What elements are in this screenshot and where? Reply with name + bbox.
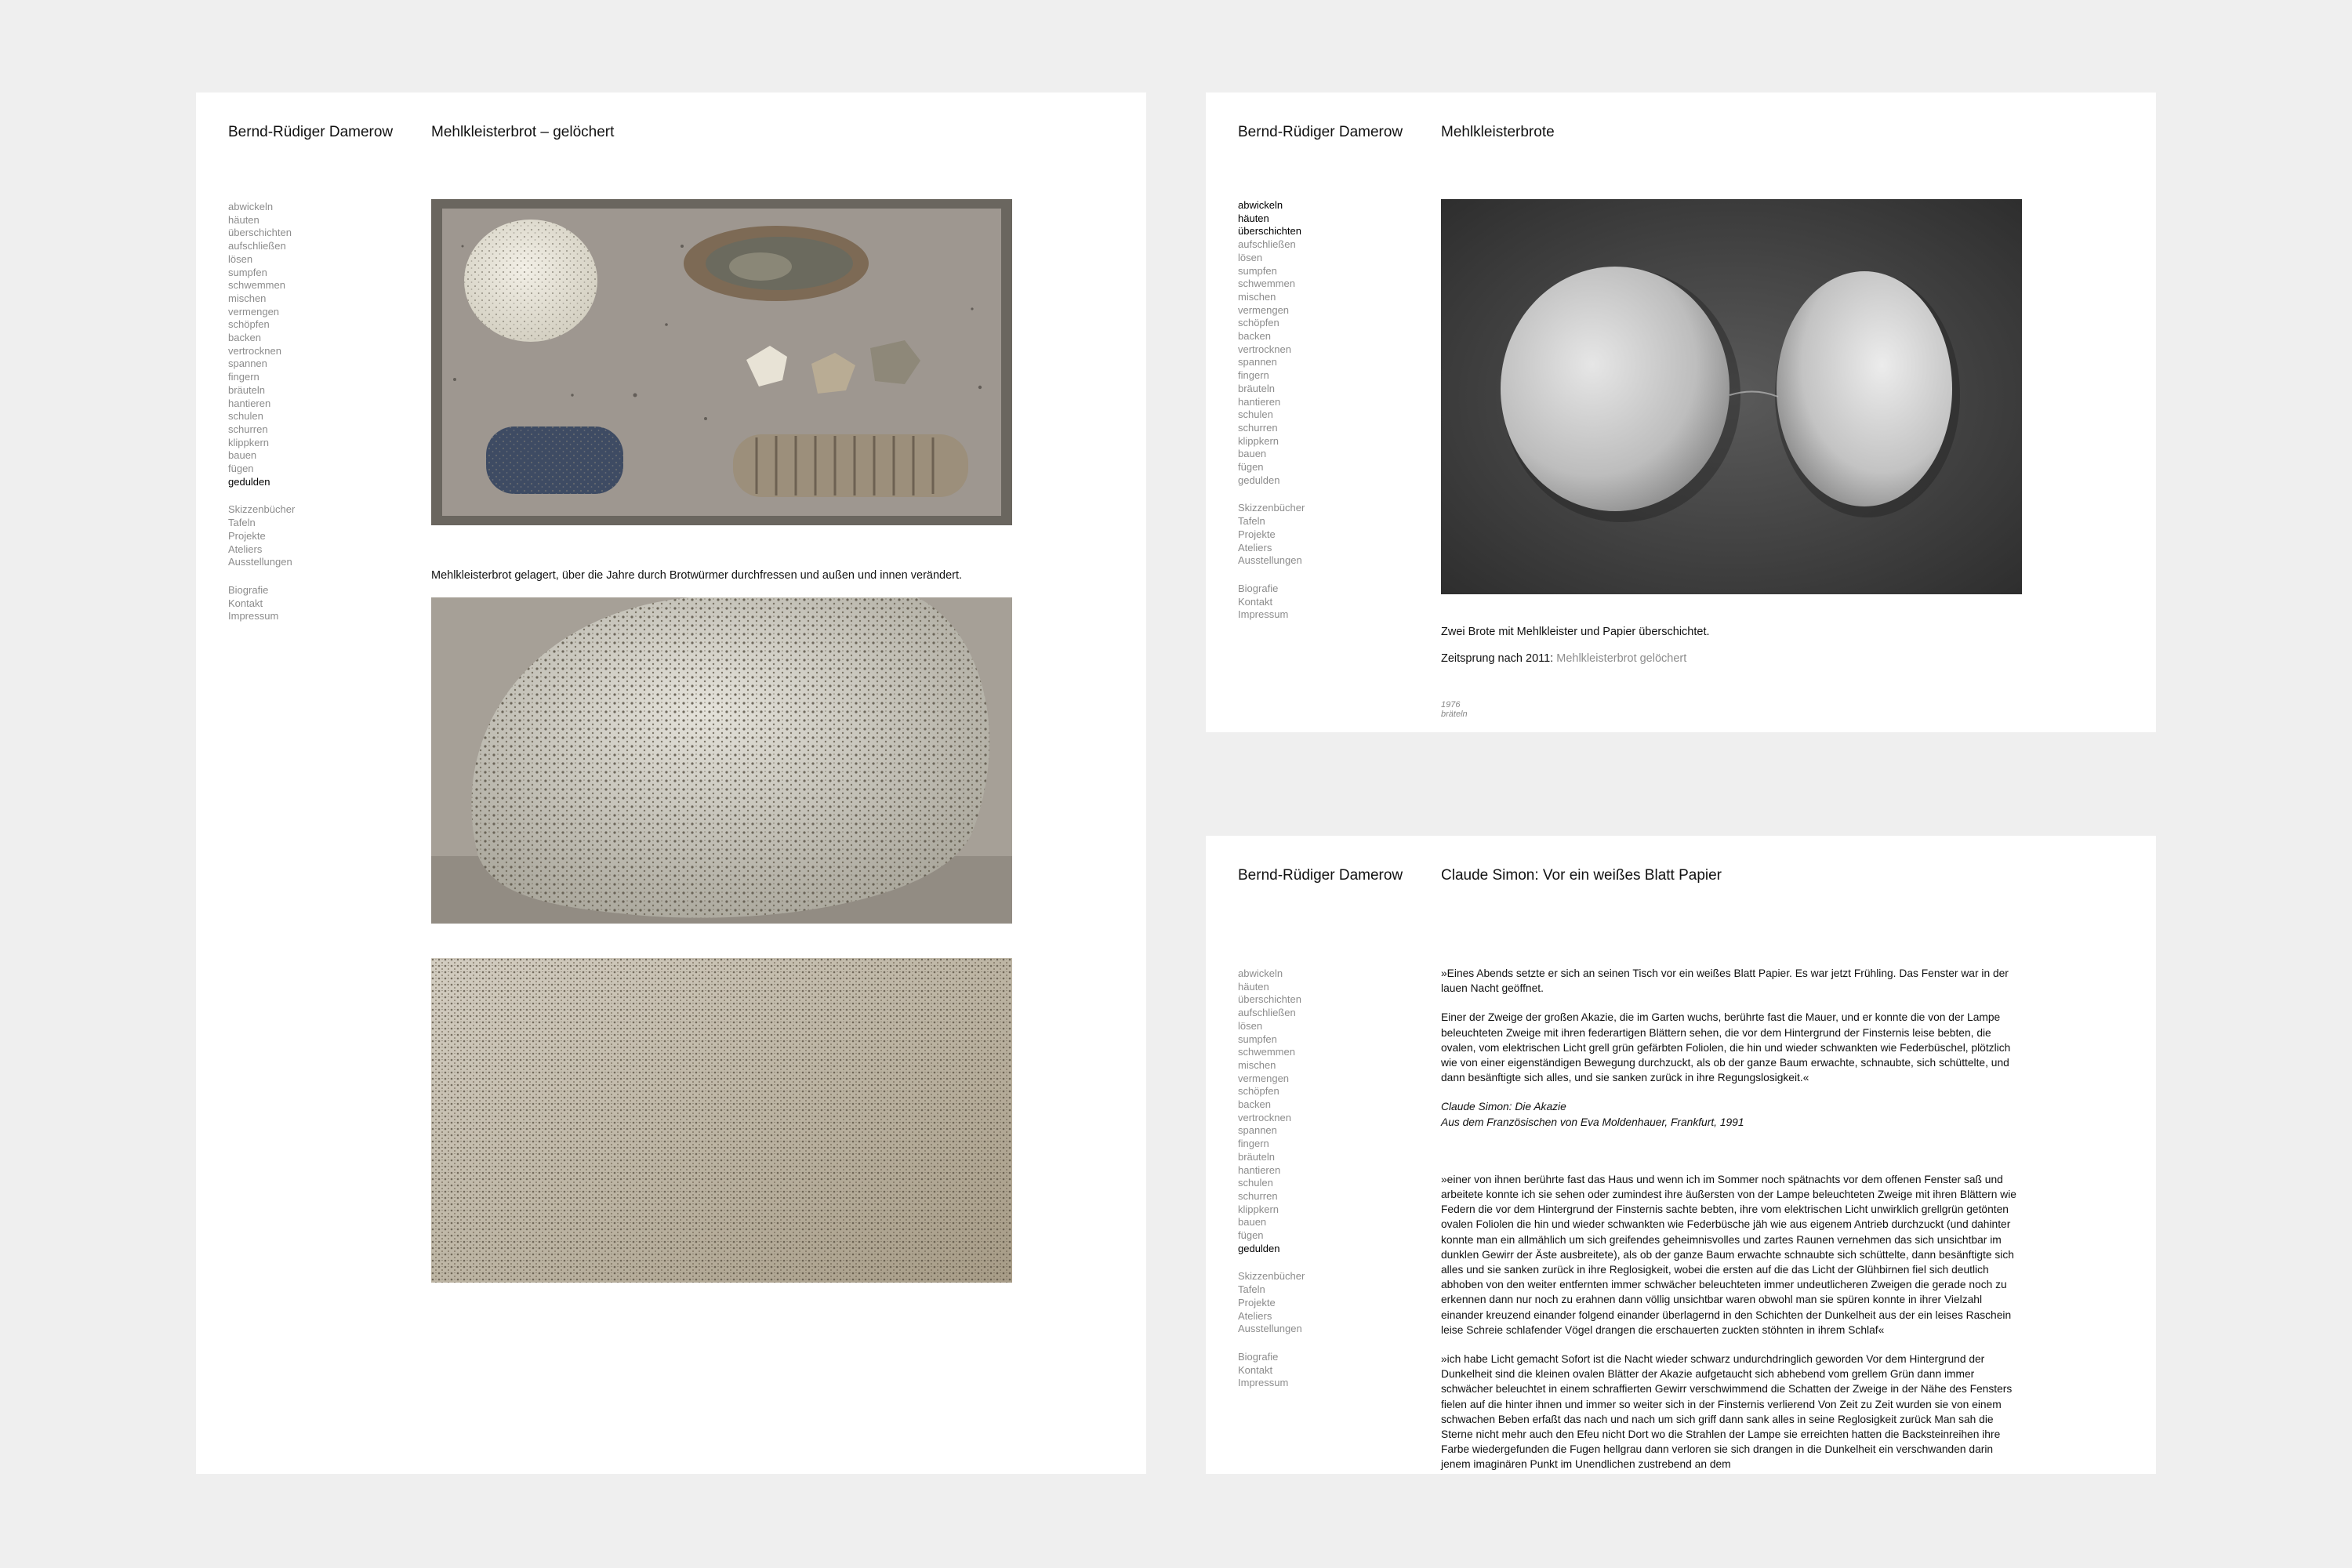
- nav-item-loesen[interactable]: lösen: [1238, 1019, 1263, 1032]
- nav-item-abwickeln[interactable]: abwickeln: [1238, 199, 1283, 211]
- photo-surface-texture[interactable]: [431, 958, 1012, 1283]
- nav-item-schulen[interactable]: schulen: [1238, 408, 1273, 421]
- nav-item-tafeln[interactable]: Tafeln: [1238, 1283, 1265, 1296]
- nav-item-kontakt[interactable]: Kontakt: [1238, 595, 1273, 608]
- nav-item-loesen[interactable]: lösen: [1238, 251, 1263, 263]
- nav-item-mischen[interactable]: mischen: [228, 292, 267, 304]
- nav-item-fingern[interactable]: fingern: [1238, 1138, 1269, 1150]
- site-nav: [1238, 967, 1305, 1390]
- nav-item-haeuten[interactable]: häuten: [1238, 212, 1269, 224]
- nav-item-biografie[interactable]: Biografie: [1238, 1350, 1279, 1363]
- nav-item-haeuten[interactable]: häuten: [1238, 980, 1269, 993]
- nav-item-mischen[interactable]: mischen: [1238, 1058, 1276, 1071]
- nav-item-vermengen[interactable]: vermengen: [1238, 1072, 1290, 1084]
- nav-item-spannen[interactable]: spannen: [1238, 356, 1277, 368]
- nav-item-schurren[interactable]: schurren: [1238, 421, 1278, 434]
- site-name[interactable]: Bernd-Rüdiger Damerow: [1238, 124, 1403, 140]
- nav-item-ueberschichten[interactable]: überschichten: [1238, 225, 1301, 238]
- nav-item-biografie[interactable]: Biografie: [1238, 582, 1279, 594]
- nav-item-impressum[interactable]: Impressum: [1238, 1377, 1289, 1389]
- nav-item-aufschliessen[interactable]: aufschließen: [1238, 1007, 1296, 1019]
- nav-item-schoepfen[interactable]: schöpfen: [1238, 1085, 1279, 1098]
- quote-attribution: [1441, 1099, 2021, 1129]
- nav-item-skizzenbuecher[interactable]: Skizzenbücher: [1238, 502, 1305, 514]
- nav-item-vermengen[interactable]: vermengen: [1238, 303, 1290, 316]
- nav-item-skizzenbuecher[interactable]: Skizzenbücher: [1238, 1270, 1305, 1283]
- nav-item-ueberschichten[interactable]: überschichten: [228, 227, 292, 239]
- site-name[interactable]: Bernd-Rüdiger Damerow: [228, 124, 394, 140]
- nav-item-hantieren[interactable]: hantieren: [228, 397, 271, 409]
- nav-item-vermengen[interactable]: vermengen: [228, 305, 280, 318]
- nav-item-spannen[interactable]: spannen: [228, 358, 267, 370]
- nav-item-projekte[interactable]: Projekte: [228, 529, 266, 542]
- work-meta: [1441, 700, 1468, 719]
- nav-item-schurren[interactable]: schurren: [1238, 1189, 1278, 1202]
- nav-item-schulen[interactable]: schulen: [228, 410, 263, 423]
- nav-item-aufschliessen[interactable]: aufschließen: [228, 240, 286, 252]
- nav-item-projekte[interactable]: Projekte: [1238, 1296, 1276, 1308]
- page-mehlkleisterbrot-geloechert: [196, 93, 1146, 1474]
- site-nav: [1238, 199, 1305, 622]
- nav-item-klippkern[interactable]: klippkern: [1238, 1203, 1279, 1215]
- photo-two-breads[interactable]: [1441, 199, 2022, 594]
- quote-text: [1441, 966, 2021, 1474]
- nav-item-fingern[interactable]: fingern: [228, 371, 260, 383]
- paragraph-1: »Eines Abends setzte er sich an seinen Tisch vor ein weißes Blatt Papier. Es war jetzt Frühling. Das Fenster war in der lauen Nacht geöffnet.: [1441, 967, 2009, 995]
- nav-item-gedulden[interactable]: gedulden: [1238, 474, 1280, 486]
- nav-item-schurren[interactable]: schurren: [228, 423, 268, 435]
- nav-item-impressum[interactable]: Impressum: [228, 610, 279, 622]
- page-title: Mehlkleisterbrote: [1441, 124, 1555, 140]
- nav-item-schwemmen[interactable]: schwemmen: [1238, 278, 1295, 290]
- nav-item-sumpfen[interactable]: sumpfen: [1238, 264, 1277, 277]
- nav-item-bauen[interactable]: bauen: [1238, 448, 1267, 460]
- nav-item-schulen[interactable]: schulen: [1238, 1177, 1273, 1189]
- paragraph-2: Einer der Zweige der großen Akazie, die im Garten wuchs, berührte fast die Mauer, und er konnte die von der Lampe beleuchteten Zweige mit ihren federartigen Blättern sehen, die vor dem Hintergrund der Finsternis leise bebten, die ovalen, vom elektrischen Licht grell grün gefärbten Foliolen, die hin und wieder schwankten wie Federbüschel, plötzlich wie von einer eigenständigen Bewegung durchzuckt, als ob der ganze Baum erwachte, schnaubte, sich schüttelte, und dann besänftigte sich alles, und sie sanken zurück in ihre Regungslosigkeit.«: [1441, 1011, 2011, 1084]
- nav-item-tafeln[interactable]: Tafeln: [1238, 515, 1265, 528]
- nav-item-braeuteln[interactable]: bräuteln: [228, 383, 265, 396]
- nav-item-fuegen[interactable]: fügen: [1238, 1229, 1264, 1242]
- quote-source: Aus dem Französischen von Eva Moldenhauer, Frankfurt, 1991: [1441, 1116, 1744, 1128]
- nav-item-schoepfen[interactable]: schöpfen: [1238, 317, 1279, 329]
- nav-item-mischen[interactable]: mischen: [1238, 290, 1276, 303]
- site-nav: [228, 201, 295, 623]
- nav-item-backen[interactable]: backen: [228, 332, 261, 344]
- nav-item-biografie[interactable]: Biografie: [228, 583, 269, 596]
- nav-item-klippkern[interactable]: klippkern: [1238, 434, 1279, 447]
- nav-item-tafeln[interactable]: Tafeln: [228, 517, 256, 529]
- nav-item-backen[interactable]: backen: [1238, 330, 1271, 343]
- photo-perforated-loaf[interactable]: [431, 597, 1012, 924]
- nav-item-fuegen[interactable]: fügen: [1238, 461, 1264, 474]
- nav-item-bauen[interactable]: bauen: [1238, 1216, 1267, 1229]
- nav-item-ateliers[interactable]: Ateliers: [1238, 1309, 1272, 1322]
- nav-item-ateliers[interactable]: Ateliers: [1238, 541, 1272, 554]
- page-claude-simon: [1206, 836, 2156, 1474]
- page-title: Mehlkleisterbrot – gelöchert: [431, 124, 615, 140]
- nav-item-skizzenbuecher[interactable]: Skizzenbücher: [228, 503, 296, 516]
- nav-item-braeuteln[interactable]: bräuteln: [1238, 382, 1275, 394]
- nav-item-gedulden[interactable]: gedulden: [228, 475, 270, 488]
- nav-item-haeuten[interactable]: häuten: [228, 213, 260, 226]
- nav-item-kontakt[interactable]: Kontakt: [1238, 1363, 1273, 1376]
- nav-item-spannen[interactable]: spannen: [1238, 1124, 1277, 1137]
- paragraph-4: »ich habe Licht gemacht Sofort ist die Nacht wieder schwarz undurchdringlich geworden Vor dem Hintergrund der Dunkelheit sind die kleinen ovalen Blätter der Akazie aufgetaucht sich abhebend vom grellem Grün dann immer schwächer beleuchtet in einem schraffierten Gewirr verschwimmend die Schatten der Zweige in der Nähe des Fensters fielen auf die hinter ihnen und immer so weiter sich in der Finsternis verlierend Von Zeit zu Zeit wurden sie von einem schwachen Beben erfaßt das nach und nach um sich griff dann sank alles in seine Reglosigkeit zurück Man sah die Sterne nicht mehr auch den Efeu nicht Dort wo die Strahlen der Lampe sie erreichten hatten die Backsteinreihen ihre Farbe wiedergefunden die Fugen hellgrau dann verloren sie sich drangen in die Dunkelheit ein verschwanden darin jenem imaginären Punkt im Unendlichen zustrebend an dem: [1441, 1353, 2013, 1471]
- nav-item-vertrocknen[interactable]: vertrocknen: [1238, 1111, 1291, 1123]
- nav-item-braeuteln[interactable]: bräuteln: [1238, 1150, 1275, 1163]
- nav-item-backen[interactable]: backen: [1238, 1098, 1271, 1111]
- nav-item-hantieren[interactable]: hantieren: [1238, 395, 1281, 408]
- nav-item-schwemmen[interactable]: schwemmen: [228, 279, 285, 292]
- nav-item-bauen[interactable]: bauen: [228, 449, 257, 462]
- nav-item-kontakt[interactable]: Kontakt: [228, 597, 263, 609]
- nav-item-gedulden[interactable]: gedulden: [1238, 1242, 1280, 1254]
- nav-item-schwemmen[interactable]: schwemmen: [1238, 1046, 1295, 1058]
- nav-item-ausstellungen[interactable]: Ausstellungen: [1238, 554, 1302, 567]
- photo-caption: Zwei Brote mit Mehlkleister und Papier überschichtet.: [1441, 626, 1710, 638]
- time-jump-link[interactable]: Mehlkleisterbrot gelöchert: [1556, 652, 1687, 665]
- nav-item-ausstellungen[interactable]: Ausstellungen: [1238, 1323, 1302, 1335]
- nav-item-abwickeln[interactable]: abwickeln: [228, 201, 274, 212]
- nav-item-ueberschichten[interactable]: überschichten: [1238, 993, 1301, 1006]
- nav-item-vertrocknen[interactable]: vertrocknen: [1238, 343, 1291, 355]
- work-year: 1976: [1441, 700, 1461, 710]
- time-jump: [1441, 652, 1686, 665]
- photo-caption: Mehlkleisterbrot gelagert, über die Jahre durch Brotwürmer durchfressen und außen und innen verändert.: [431, 569, 963, 582]
- nav-item-vertrocknen[interactable]: vertrocknen: [228, 344, 281, 357]
- nav-item-aufschliessen[interactable]: aufschließen: [1238, 238, 1296, 251]
- nav-item-sumpfen[interactable]: sumpfen: [1238, 1033, 1277, 1045]
- nav-item-hantieren[interactable]: hantieren: [1238, 1163, 1281, 1176]
- page-mehlkleisterbrote: [1206, 93, 2156, 732]
- nav-item-ateliers[interactable]: Ateliers: [228, 543, 263, 555]
- paragraph-3: »einer von ihnen berührte fast das Haus und wenn ich im Sommer noch spätnachts vor dem offenen Fenster saß und arbeitete konnte ich sie sehen oder zumindest ihre äußersten von der Lampe beleuchteten Zweige mit ihren Blättern wie Federn die vor dem Hintergrund der Finsternis sachte bebten, ihre vom elektrischen Licht unwirklich grellgrün getönten ovalen Foliolen die hin und wieder schwankten wie Federbüsche jäh wie aus eigenem Antrieb durchzuckt (und dahinter konnte man ein allmählich um sich greifendes geheimnisvolles und zartes Raunen vernehmen das sich unsichtbar im dunklen Gewirr der Äste ausbreitete), als ob der ganze Baum erwachte schnaubte sich schüttelte, dann besänftigte sich alles und sie sanken zurück in ihre Reglosigkeit, wobei die ersten auf die das Licht der Glühbirnen fiel sich deutlich abhoben von den weiter entfernten immer schwächer beleuchteten immer undeutlicheren Zweigen die gerade noch zu erkennen dann nur noch zu erahnen dann völlig unsichtbar waren obwohl man sie spüren konnte in ihrer Vielzahl einander kreuzend einander folgend einander überlagernd in den Schichten der Dunkelheit aus der ein leises Raschein leise Schreie schlafender Vögel drangen die erschauerten zuckten stöhnten in ihrem Schlaf«: [1441, 1173, 2016, 1336]
- nav-item-schoepfen[interactable]: schöpfen: [228, 318, 270, 331]
- work-tag[interactable]: bräteln: [1441, 710, 1468, 719]
- nav-item-sumpfen[interactable]: sumpfen: [228, 266, 267, 278]
- quote-author: Claude Simon: Die Akazie: [1441, 1101, 1566, 1113]
- nav-item-fuegen[interactable]: fügen: [228, 463, 254, 475]
- nav-item-ausstellungen[interactable]: Ausstellungen: [228, 556, 292, 568]
- photo-tray-objects[interactable]: [431, 199, 1012, 525]
- nav-item-impressum[interactable]: Impressum: [1238, 608, 1289, 621]
- nav-item-fingern[interactable]: fingern: [1238, 369, 1269, 382]
- time-jump-label: Zeitsprung nach 2011:: [1441, 652, 1554, 665]
- nav-item-abwickeln[interactable]: abwickeln: [1238, 967, 1283, 979]
- nav-item-projekte[interactable]: Projekte: [1238, 528, 1276, 540]
- page-title: Claude Simon: Vor ein weißes Blatt Papier: [1441, 867, 1722, 884]
- site-name[interactable]: Bernd-Rüdiger Damerow: [1238, 867, 1403, 884]
- nav-item-loesen[interactable]: lösen: [228, 252, 253, 265]
- nav-item-klippkern[interactable]: klippkern: [228, 436, 270, 448]
